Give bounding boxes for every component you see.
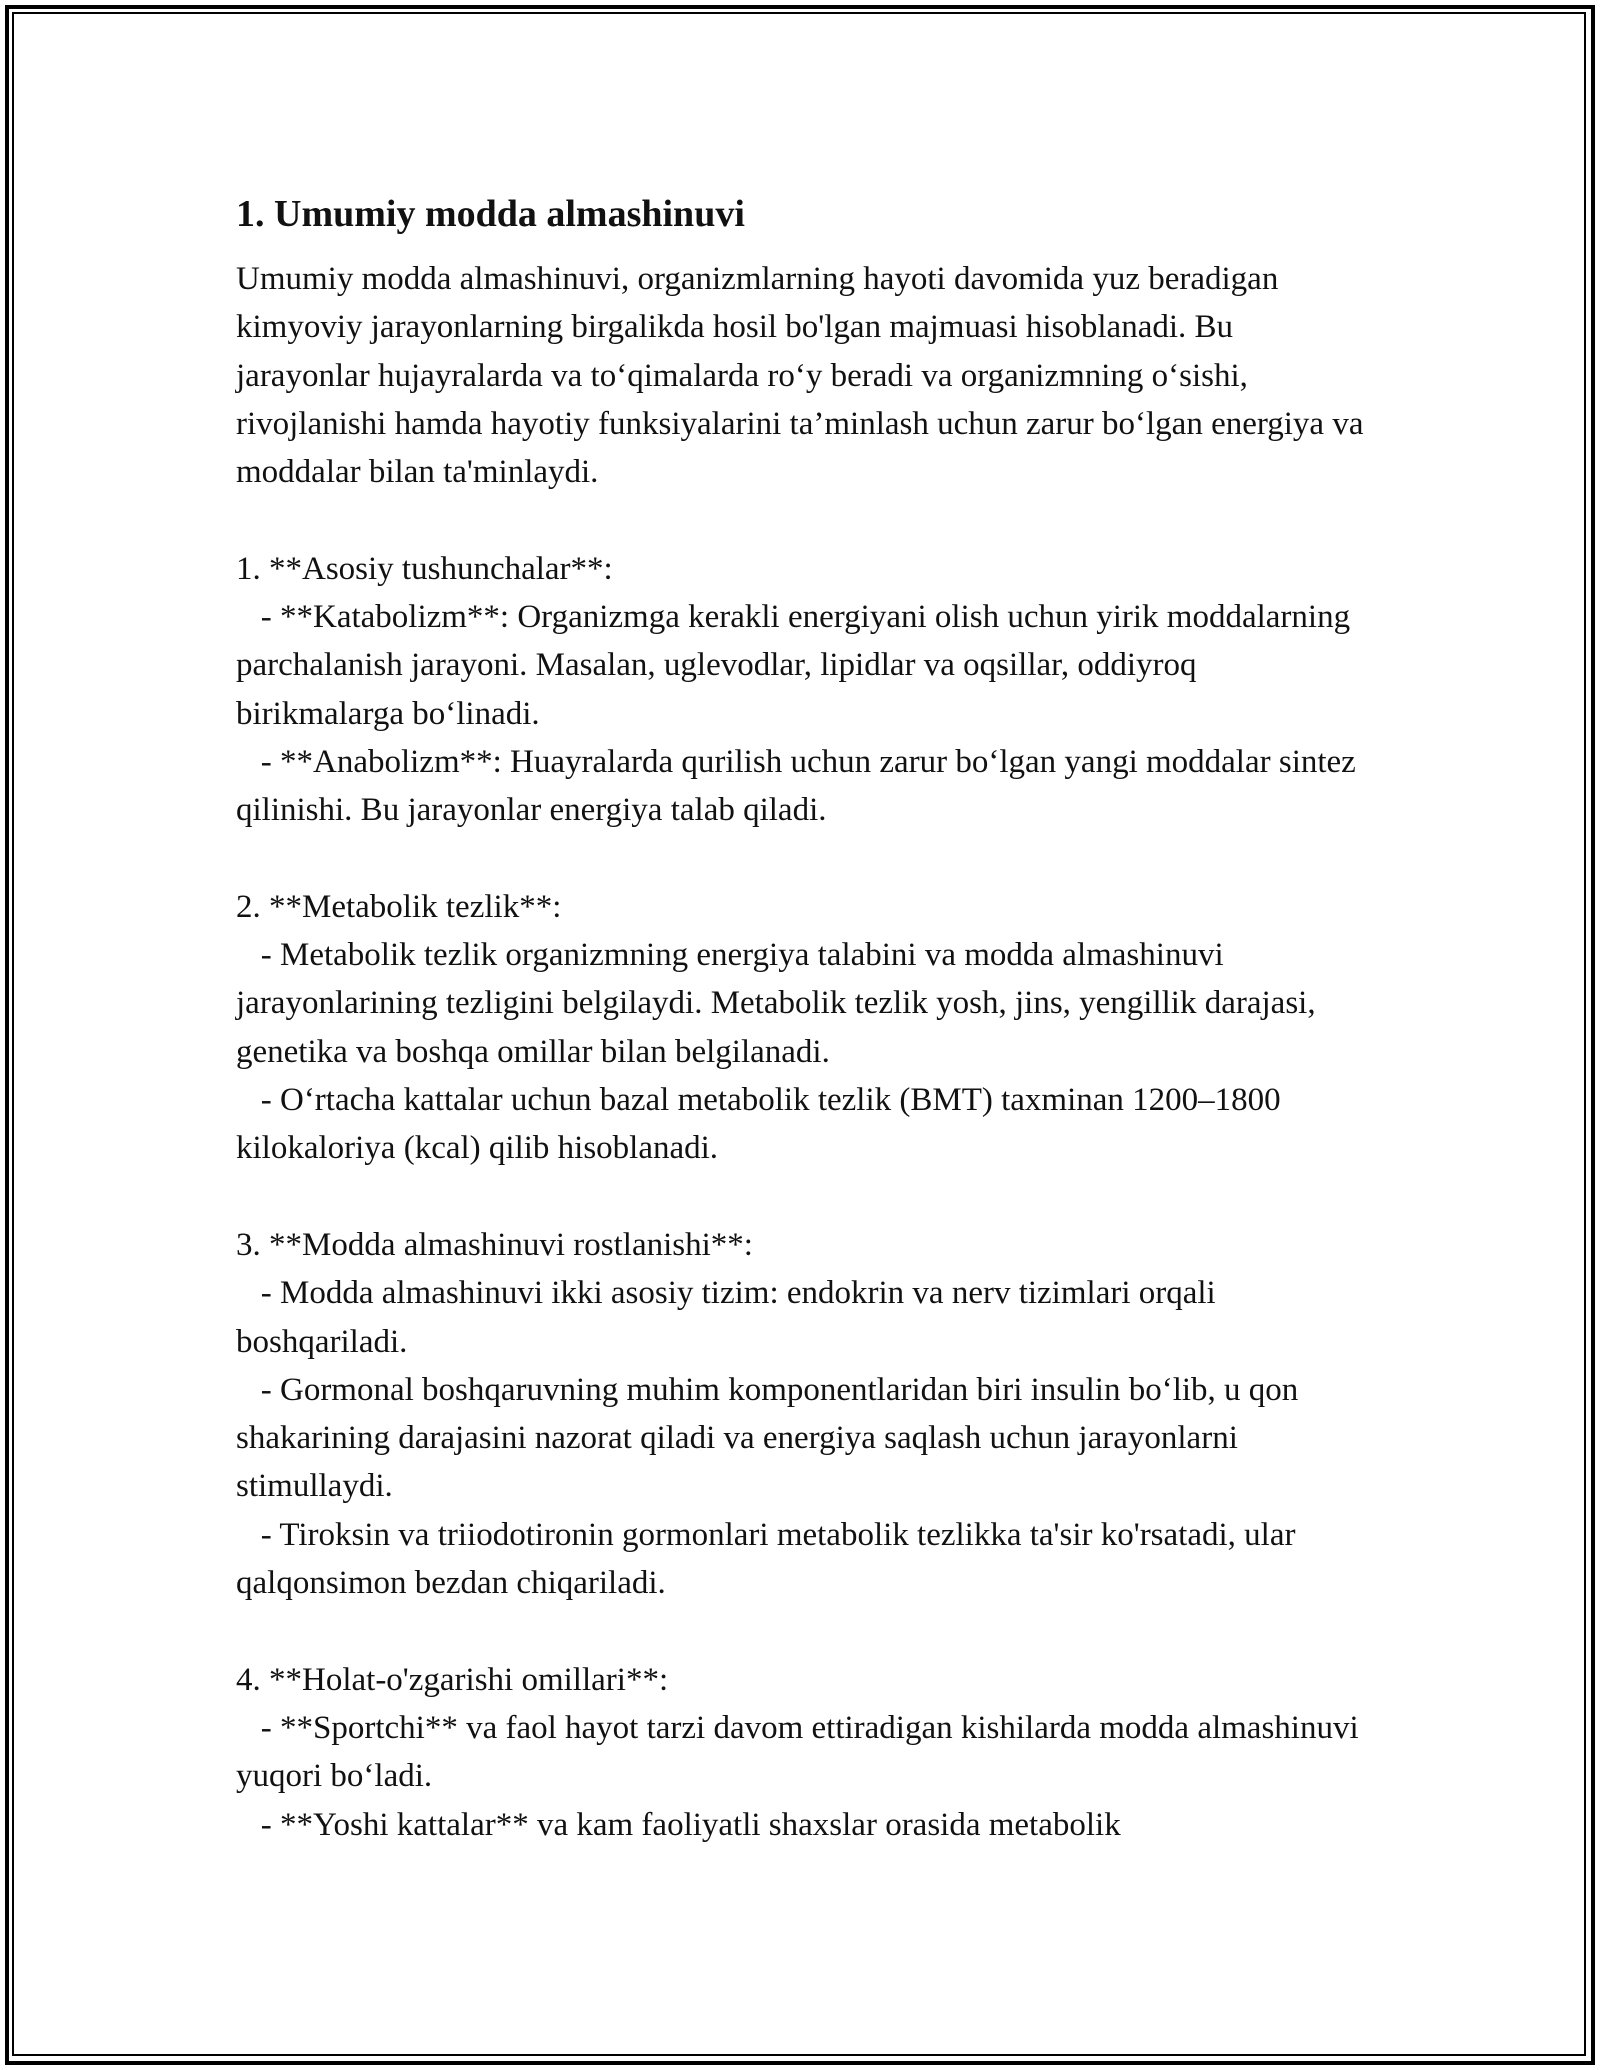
section-2-heading: 2. **Metabolik tezlik**: <box>236 888 562 925</box>
section-1-item-anabolizm: - **Anabolizm**: Huayralarda qurilish uchun zarur bo‘lgan yangi moddalar sintez qilinishi. Bu jarayonlar energiya talab qiladi. <box>236 743 1365 829</box>
section-3-item-1: - Modda almashinuvi ikki asosiy tizim: endokrin va nerv tizimlari orqali boshqariladi. <box>236 1275 1224 1360</box>
section-1-heading: 1. **Asosiy tushunchalar**: <box>236 550 613 587</box>
document-title: 1. Umumiy modda almashinuvi <box>236 193 745 235</box>
section-1-item-katabolizm: - **Katabolizm**: Organizmga kerakli energiyani olish uchun yirik moddalarning parchalanish jarayoni. Masalan, uglevodlar, lipidlar va oqsillar, oddiyroq birikmalarga bo‘linadi. <box>236 599 1359 732</box>
section-3-item-2: - Gormonal boshqaruvning muhim komponentlaridan biri insulin bo‘lib, u qon shakarining darajasini nazorat qiladi va energiya saqlash uchun jarayonlarni stimullaydi. <box>236 1371 1307 1505</box>
section-4-item-1: - **Sportchi** va faol hayot tarzi davom ettiradigan kishilarda modda almashinuvi yuqori bo‘ladi. <box>236 1709 1367 1795</box>
section-2-item-2: - O‘rtacha kattalar uchun bazal metabolik tezlik (BMT) taxminan 1200–1800 kilokaloriya (kcal) qilib hisoblanadi. <box>236 1082 1289 1167</box>
section-4-item-2: - **Yoshi kattalar** va kam faoliyatli shaxslar orasida metabolik <box>236 1806 1121 1843</box>
paragraph-spacer <box>236 1607 1366 1655</box>
paragraph-spacer <box>236 835 1366 883</box>
section-3-item-3: - Tiroksin va triiodotironin gormonlari metabolik tezlikka ta'sir ko'rsatadi, ular qalqonsimon bezdan chiqariladi. <box>236 1516 1304 1602</box>
document-body <box>236 185 1372 1849</box>
paragraph-spacer <box>236 1173 1366 1221</box>
paragraph-spacer <box>236 496 1366 544</box>
section-2-item-1: - Metabolik tezlik organizmning energiya talabini va modda almashinuvi jarayonlarining tezligini belgilaydi. Metabolik tezlik yosh, jins, yengillik darajasi, genetika va boshqa omillar bilan belgilanadi. <box>236 937 1324 1070</box>
section-3-heading: 3. **Modda almashinuvi rostlanishi**: <box>236 1226 753 1263</box>
intro-paragraph: Umumiy modda almashinuvi, organizmlarning hayoti davomida yuz beradigan kimyoviy jarayonlarning birgalikda hosil bo'lgan majmuasi hisoblanadi. Bu jarayonlar hujayralarda va to‘qimalarda ro‘y beradi va organizmning o‘sishi, rivojlanishi hamda hayotiy funksiyalarini ta’minlash uchun zarur bo‘lgan energiya va moddalar bilan ta'minlaydi. <box>236 261 1372 491</box>
section-4-heading: 4. **Holat-o'zgarishi omillari**: <box>236 1661 669 1698</box>
